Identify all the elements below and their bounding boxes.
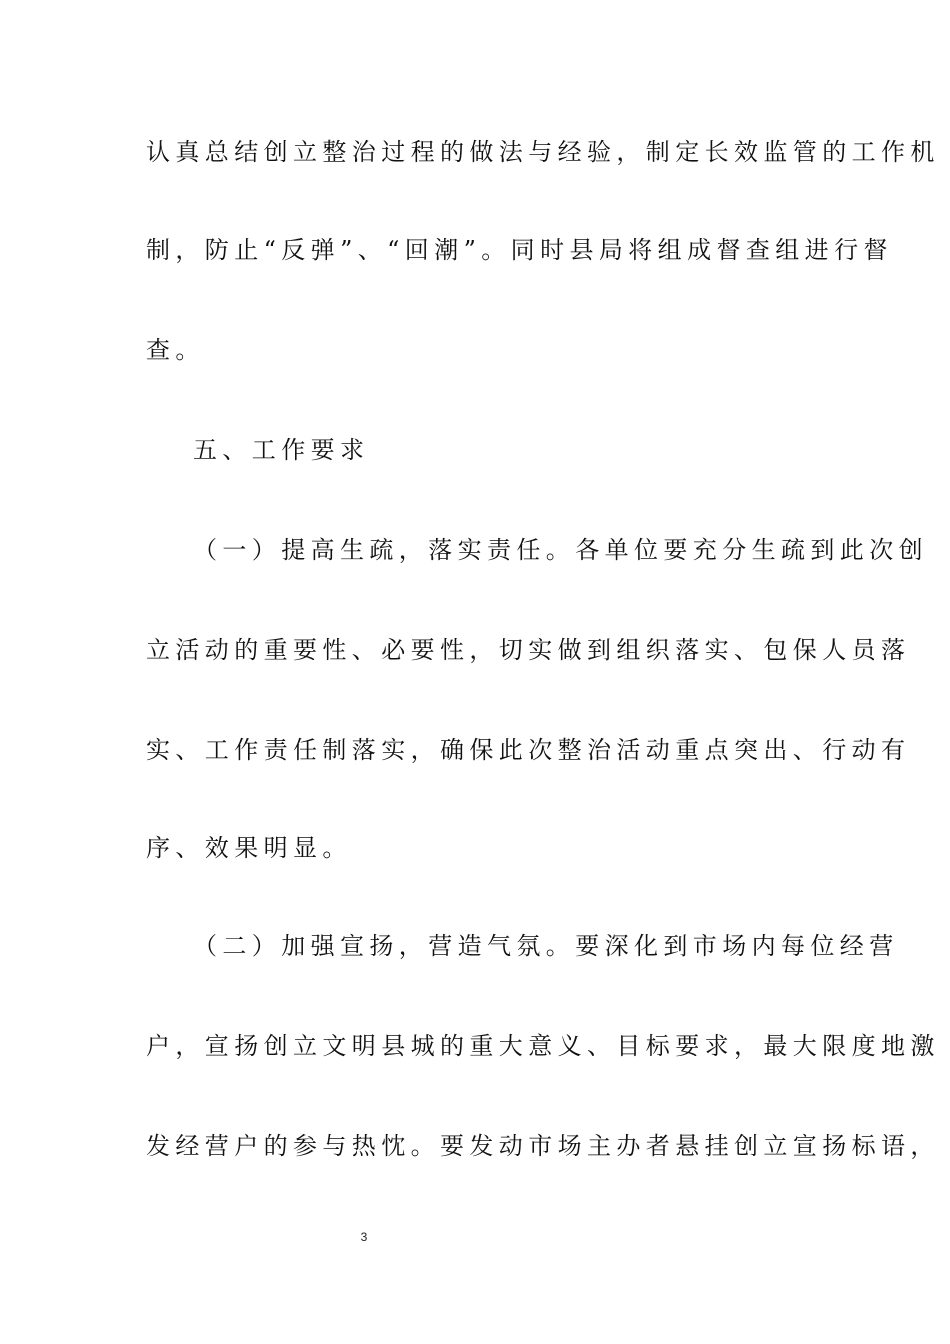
paragraph-line: 发经营户的参与热忱。要发动市场主办者悬挂创立宣扬标语， (146, 1132, 940, 1160)
section-heading: 五、工作要求 (193, 436, 370, 464)
paragraph-line: 认真总结创立整治过程的做法与经验，制定长效监管的工作机 (146, 138, 940, 166)
page-number: 3 (360, 1230, 368, 1244)
paragraph-line: 实、工作责任制落实，确保此次整治活动重点突出、行动有 (146, 736, 911, 764)
paragraph-line: 户，宣扬创立文明县城的重大意义、目标要求，最大限度地激 (146, 1032, 940, 1060)
paragraph-line: （一）提高生疏，落实责任。各单位要充分生疏到此次创 (193, 536, 928, 564)
paragraph-line: （二）加强宣扬，营造气氛。要深化到市场内每位经营 (193, 932, 899, 960)
paragraph-line: 制，防止“反弹”、“回潮”。同时县局将组成督查组进行督 (146, 236, 893, 264)
paragraph-line: 查。 (146, 336, 205, 364)
paragraph-line: 序、效果明显。 (146, 834, 352, 862)
paragraph-line: 立活动的重要性、必要性，切实做到组织落实、包保人员落 (146, 636, 911, 664)
